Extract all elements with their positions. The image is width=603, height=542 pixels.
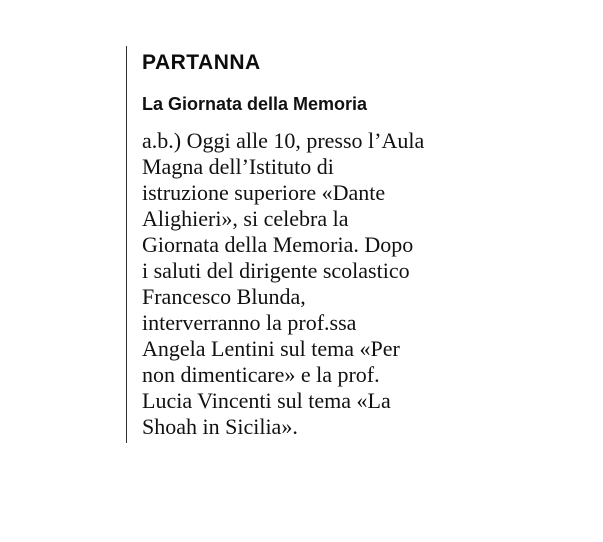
body-line: Alighieri», si celebra la xyxy=(142,206,349,231)
article-body xyxy=(142,128,482,440)
body-line: non dimenticare» e la prof. xyxy=(142,362,380,387)
body-line: Francesco Blunda, xyxy=(142,284,306,309)
article xyxy=(142,50,482,440)
body-line: istruzione superiore «Dante xyxy=(142,180,386,205)
body-line: interverranno la prof.ssa xyxy=(142,310,357,335)
body-line: a.b.) Oggi alle 10, presso l’Aula xyxy=(142,128,425,153)
column-rule xyxy=(126,46,127,443)
article-headline: La Giornata della Memoria xyxy=(142,94,368,114)
body-line: Lucia Vincenti sul tema «La xyxy=(142,388,391,413)
body-line: Shoah in Sicilia». xyxy=(142,414,298,439)
article-kicker: PARTANNA xyxy=(142,51,261,74)
body-line: Magna dell’Istituto di xyxy=(142,154,334,179)
body-line: Giornata della Memoria. Dopo xyxy=(142,232,414,257)
body-line: Angela Lentini sul tema «Per xyxy=(142,336,400,361)
body-line: i saluti del dirigente scolastico xyxy=(142,258,410,283)
